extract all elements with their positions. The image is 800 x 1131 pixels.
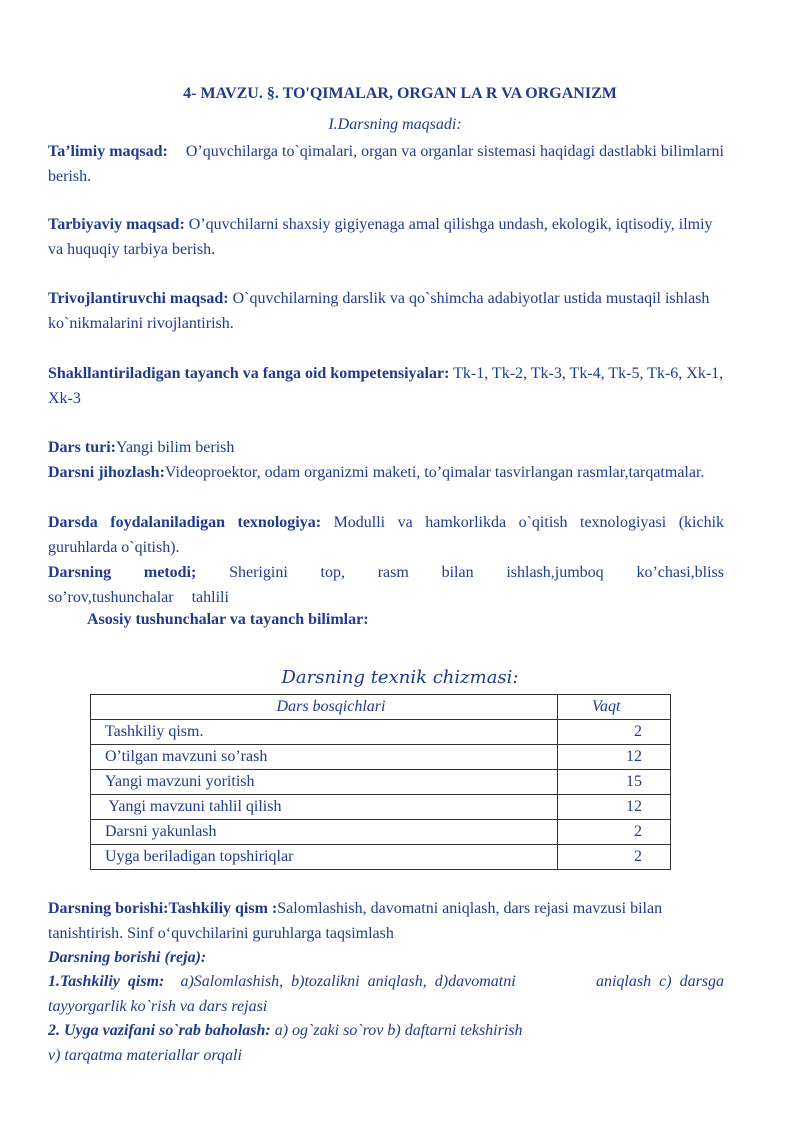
texnologiya-paragraph [48,511,724,560]
table-row [91,795,671,820]
talimiy-text: O’quvchilarga to`qimalari, organ va organlar sistemasi haqidagi dastlabki bilimlarni berish. [48,143,724,185]
reja2-label: 2. Uyga vazifani so`rab baholash: [48,1022,271,1039]
row-stage: Yangi mavzuni tahlil qilish [91,795,558,820]
page-title: 4- MAVZU. §. TO'QIMALAR, ORGAN LA R VA ORGANIZM [183,85,617,102]
header-time: Vaqt [558,695,671,720]
table-row [91,770,671,795]
kompetensiya-text: Tk-1, Tk-2, Tk-3, Tk-4, Tk-5, Tk-6, Xk-1, Xk-3 [48,365,724,407]
metodi-paragraph [48,561,724,610]
header-stage: Dars bosqichlari [91,695,558,720]
borishi-label: Darsning borishi:Tashkiliy qism : [48,900,278,917]
chizma-title: Darsning texnik chizmasi: [281,667,519,688]
texnik-chizma-table [90,694,671,870]
trivojlantiruvchi-text: O`quvchilarning darslik va qo`shimcha adabiyotlar ustida mustaqil ishlash ko`nikmalarini rivojlantirish. [48,290,710,332]
reja-title: Darsning borishi (reja): [48,949,207,966]
borishi-paragraph [48,897,688,946]
table-row [91,820,671,845]
texnologiya-label: Darsda foydalaniladigan texnologiya: [48,514,322,531]
metodi-text: Sherigini top, rasm bilan ishlash,jumboq ko’chasi,bliss so’rov,tushunchalar tahlili [48,564,724,606]
reja2-paragraph [48,1019,724,1068]
dars-turi-line [48,436,724,461]
tarbiyaviy-text: O’quvchilarni shaxsiy gigiyenaga amal qilishga undash, ekologik, iqtisodiy, ilmiy va huquqiy tarbiya berish. [48,216,713,258]
asosiy-tushunchalar-heading: Asosiy tushunchalar va tayanch bilimlar: [87,611,369,628]
jihozlash-label: Darsni jihozlash: [48,464,165,481]
row-time: 2 [558,845,671,870]
table-row [91,845,671,870]
row-time: 15 [558,770,671,795]
table-header-row [91,695,671,720]
talimiy-label: Ta’limiy maqsad: [48,143,168,160]
row-stage: Tashkiliy qism. [91,720,558,745]
row-time: 12 [558,745,671,770]
trivojlantiruvchi-paragraph [48,287,724,336]
reja1-paragraph [48,970,729,1019]
kompetensiya-paragraph [48,362,724,411]
kompetensiya-label: Shakllantiriladigan tayanch va fanga oid kompetensiyalar: [48,365,450,382]
reja2-text2: v) tarqatma materiallar orqali [48,1046,242,1064]
trivojlantiruvchi-label: Trivojlantiruvchi maqsad: [48,290,229,307]
tarbiyaviy-label: Tarbiyaviy maqsad: [48,216,185,233]
texnologiya-text: Modulli va hamkorlikda o`qitish texnologiyasi (kichik guruhlarda o`qitish). [48,514,725,556]
dars-turi-label: Dars turi: [48,439,116,456]
row-stage: Uyga beriladigan topshiriqlar [91,845,558,870]
jihozlash-paragraph [48,461,724,486]
section-subtitle: I.Darsning maqsadi: [328,116,462,133]
metodi-label: Darsning metodi; [48,564,197,581]
dars-turi-text: Yangi bilim berish [115,439,235,456]
row-stage: Yangi mavzuni yoritish [91,770,558,795]
row-stage: O’tilgan mavzuni so’rash [91,745,558,770]
row-stage: Darsni yakunlash [91,820,558,845]
table-row [91,720,671,745]
row-time: 2 [558,820,671,845]
tarbiyaviy-paragraph [48,213,724,262]
table-row [91,745,671,770]
reja1-label: 1.Tashkiliy qism: [48,973,165,990]
reja2-text: a) og`zaki so`rov b) daftarni tekshirish [274,1022,523,1039]
borishi-text: Salomlashish, davomatni aniqlash, dars rejasi mavzusi bilan tanishtirish. Sinf o‘quvchilarini guruhlarga taqsimlash [48,900,663,942]
row-time: 12 [558,795,671,820]
talimiy-paragraph [48,140,724,189]
reja1-text: a)Salomlashish, b)tozalikni aniqlash, d)davomatni aniqlash c) darsga tayyorgarlik ko`rish va dars rejasi [48,973,729,1015]
jihozlash-text: Videoproektor, odam organizmi maketi, to’qimalar tasvirlangan rasmlar,tarqatmalar. [164,464,705,481]
row-time: 2 [558,720,671,745]
